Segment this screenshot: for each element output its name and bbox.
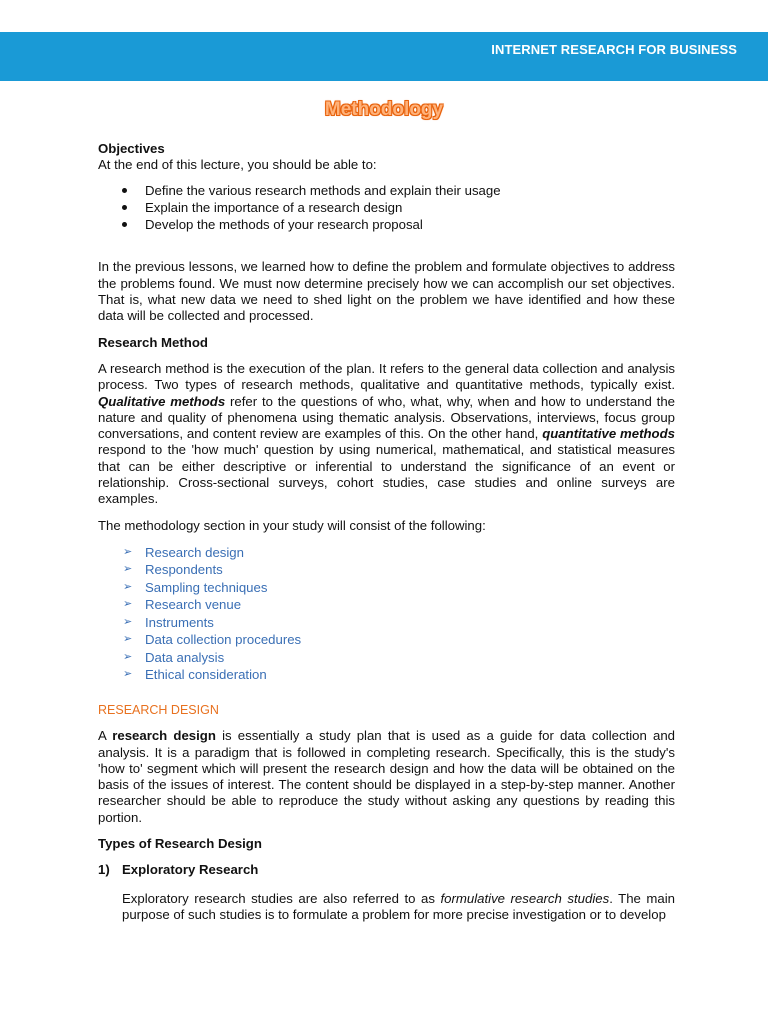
document-title: Methodology [324,99,444,120]
research-method-text: respond to the 'how much' question by using numerical, mathematical, and statistical measures that can be either descriptive or inferential to understand the significance of an event or relationship. Cross-sectional surveys, cohort studies, case studies and online surveys are examples. [98,442,675,507]
research-method-paragraph [98,361,675,508]
header-title: INTERNET RESEARCH FOR BUSINESS [491,42,737,57]
exploratory-paragraph [98,891,675,924]
arrow-bullet-icon: ➢ [123,598,133,611]
methodology-item: Research venue [145,597,242,613]
item-number: 1) [98,862,110,878]
list-item [98,579,675,597]
research-design-paragraph [98,728,675,826]
document-body [98,141,675,923]
bullet-icon [122,188,127,193]
list-item [98,614,675,632]
list-item [98,199,675,216]
arrow-bullet-icon: ➢ [123,615,133,628]
bullet-icon [122,205,127,210]
methodology-item: Sampling techniques [145,579,268,595]
arrow-bullet-icon: ➢ [123,580,133,593]
qualitative-term: Qualitative methods [98,393,226,409]
research-design-term: research design [112,728,216,744]
quantitative-term: quantitative methods [542,426,675,442]
list-item [98,544,675,562]
list-item [98,666,675,684]
methodology-item: Data collection procedures [145,632,302,648]
research-design-text: is essentially a study plan that is used as a guide for data collection and analysis. It is a paradigm that is followed in completing research. Specifically, this is the study's 'how to' segment which will present the research design and how the data will be obtained on the basis of the issues of interest. The content should be displayed in a step-by-step manner. Another researcher should be able to reproduce the study without asking any questions by reading this portion. [98,728,676,825]
arrow-bullet-icon: ➢ [123,563,133,576]
objectives-intro: At the end of this lecture, you should be able to: [98,157,377,173]
methodology-list [98,544,675,684]
methodology-item: Data analysis [145,649,225,665]
exploratory-title: Exploratory Research [122,862,259,878]
list-item [98,631,675,649]
research-design-heading: RESEARCH DESIGN [98,702,219,717]
intro-paragraph: In the previous lessons, we learned how to define the problem and formulate objectives to address the problems found. We must now determine precisely how we can accomplish our set objectives. That is, what new data we need to shed light on the problem we have identified and how these data will be collected and processed. [98,259,675,324]
list-item [98,596,675,614]
methodology-item: Instruments [145,614,214,630]
list-item [98,182,675,199]
types-heading: Types of Research Design [98,836,262,852]
research-method-text: refer to the questions of who, what, why, when and how to understand the nature and quality of phenomena using thematic analysis. Observations, interviews, focus group conversations, and content review are examples of this. On the other hand, [98,393,676,442]
research-method-heading: Research Method [98,334,208,350]
list-item [98,216,675,233]
arrow-bullet-icon: ➢ [123,633,133,646]
arrow-bullet-icon: ➢ [123,650,133,663]
exploratory-text: . The main purpose of such studies is to formulate a problem for more precise investigation or to develop [122,890,676,922]
objectives-list [98,182,675,234]
methodology-item: Research design [145,544,244,560]
methodology-item: Respondents [145,562,223,578]
research-design-text: A [98,728,113,744]
list-item [98,561,675,579]
exploratory-text: Exploratory research studies are also referred to as [122,890,441,906]
exploratory-heading [98,862,675,878]
list-item [98,649,675,667]
research-method-text: A research method is the execution of the plan. It refers to the general data collection and analysis process. Two types of research methods, qualitative and quantitative methods, typically exist. [98,360,675,393]
methodology-intro: The methodology section in your study will consist of the following: [98,517,486,533]
objectives-heading: Objectives [98,141,165,156]
arrow-bullet-icon: ➢ [123,668,133,681]
methodology-item: Ethical consideration [145,667,267,683]
header-band [0,32,768,81]
objective-text: Develop the methods of your research proposal [145,217,423,233]
objective-text: Define the various research methods and explain their usage [145,182,501,198]
arrow-bullet-icon: ➢ [123,545,133,558]
bullet-icon [122,222,127,227]
objective-text: Explain the importance of a research design [145,199,403,215]
formulative-term: formulative research studies [440,890,610,906]
